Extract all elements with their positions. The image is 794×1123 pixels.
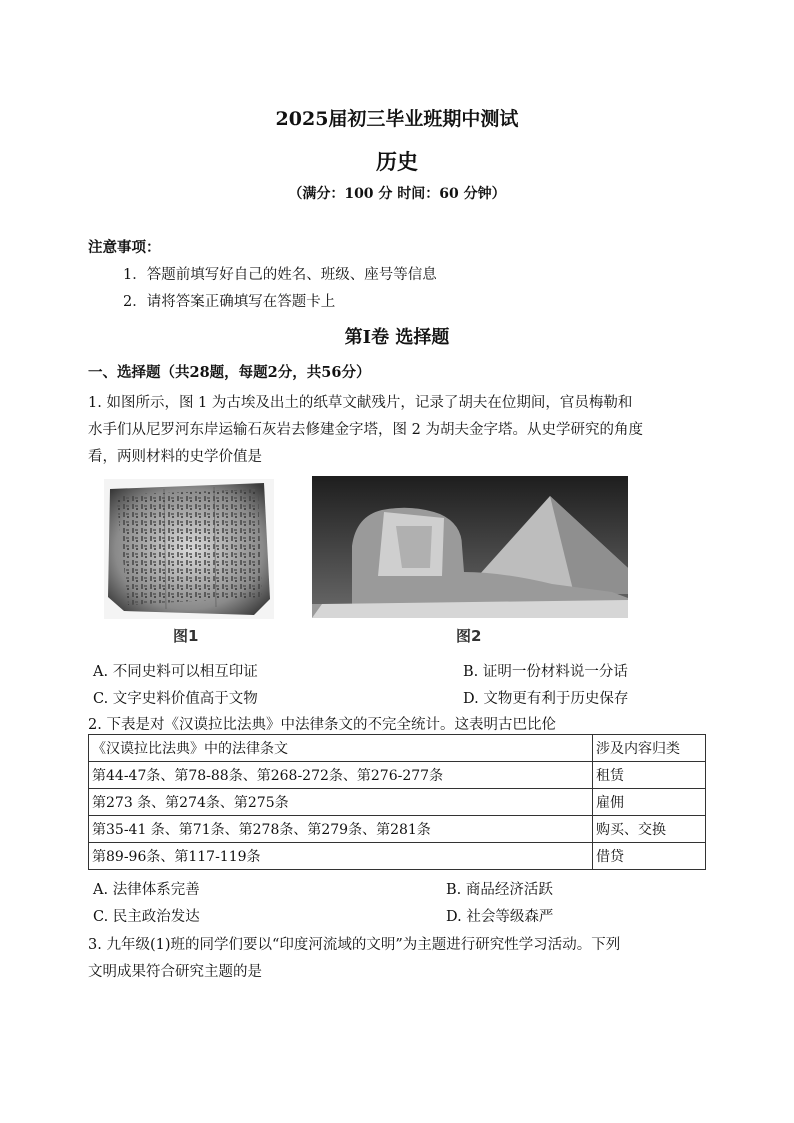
notes-heading: 注意事项： [88,239,161,256]
q1-line-1: 1. 如图所示，图 1 为古埃及出土的纸草文献残片，记录了胡夫在位期间，官员梅勒和 [88,395,633,411]
notes-item-1: 1．答题前填写好自己的姓名、班级、座号等信息 [123,267,437,283]
q1-line-3: 看，两则材料的史学价值是 [88,449,262,465]
section-title: 第I卷 选择题 [344,327,450,348]
table-cell: 购买、交换 [593,816,706,843]
figure-1-papyrus [104,479,274,619]
exam-meta: （满分：100 分 时间：60 分钟） [288,186,506,202]
q2-option-a: A. 法律体系完善 [93,882,200,898]
notes-item-2: 2．请将答案正确填写在答题卡上 [123,294,336,310]
q2-option-b: B. 商品经济活跃 [446,882,553,898]
exam-title: 2025届初三毕业班期中测试 [275,108,519,130]
q2-option-c: C. 民主政治发达 [93,909,200,925]
section-subheading: 一、选择题（共28题，每题2分，共56分） [88,364,371,381]
q2-stem: 2. 下表是对《汉谟拉比法典》中法律条文的不完全统计。这表明古巴比伦 [88,717,556,733]
papyrus-image [104,479,274,619]
table-row [89,816,706,843]
table-cell: 第273 条、第274条、第275条 [89,789,593,816]
table-header-cell: 涉及内容归类 [593,735,706,762]
sphinx-pyramid-image [312,476,628,618]
table-cell: 第35-41 条、第71条、第278条、第279条、第281条 [89,816,593,843]
figure-2-pyramid [312,476,628,618]
table-header-row [89,735,706,762]
q1-option-d: D. 文物更有利于历史保存 [463,691,629,707]
table-cell: 第89-96条、第117-119条 [89,843,593,870]
table-row [89,843,706,870]
figure-1-caption: 图1 [173,627,199,645]
table-cell: 第44-47条、第78-88条、第268-272条、第276-277条 [89,762,593,789]
q1-option-b: B. 证明一份材料说一分话 [463,664,628,680]
table-header-cell: 《汉谟拉比法典》中的法律条文 [89,735,593,762]
q1-line-2: 水手们从尼罗河东岸运输石灰岩去修建金字塔，图 2 为胡夫金字塔。从史学研究的角度 [88,422,643,438]
q1-option-c: C. 文字史料价值高于文物 [93,691,258,707]
table-row [89,762,706,789]
subject-title: 历史 [376,149,418,174]
table-cell: 借贷 [593,843,706,870]
table-cell: 雇佣 [593,789,706,816]
law-table [88,734,706,870]
table-cell: 租赁 [593,762,706,789]
q2-option-d: D. 社会等级森严 [446,909,554,925]
figure-2-caption: 图2 [456,627,482,645]
q1-option-a: A. 不同史料可以相互印证 [93,664,258,680]
q3-line-1: 3. 九年级(1)班的同学们要以“印度河流域的文明”为主题进行研究性学习活动。下列 [88,937,621,953]
q3-line-2: 文明成果符合研究主题的是 [88,964,262,980]
table-row [89,789,706,816]
